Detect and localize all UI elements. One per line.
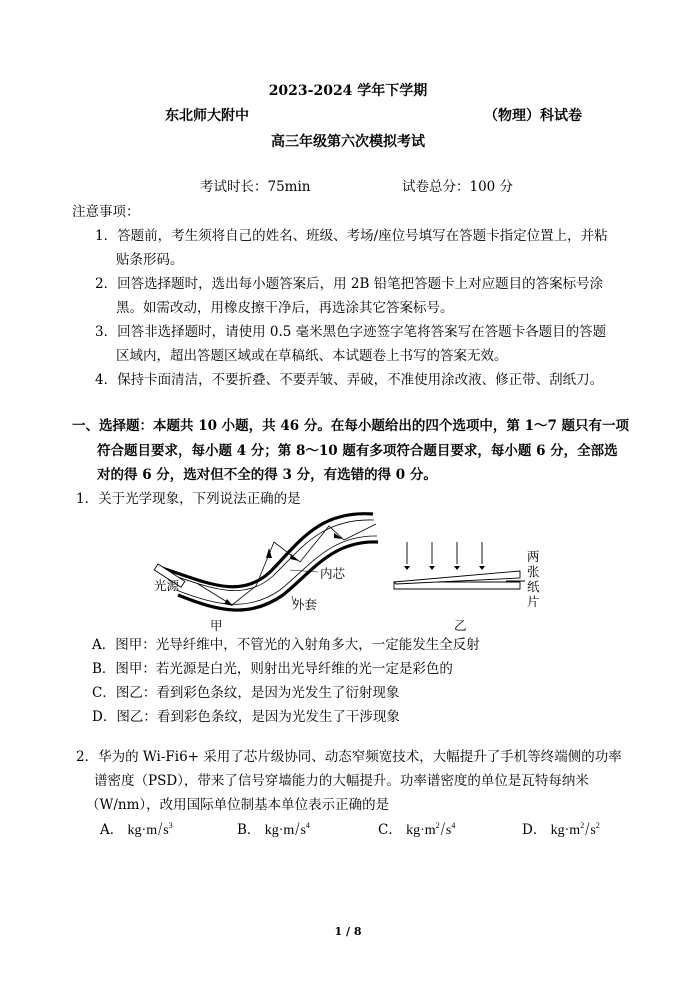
q1-option-a: A．图甲：光导纤维中，不管光的入射角多大，一定能发生全反射 [92,637,480,653]
q2-stem-line-3: （W/nm），改用国际单位制基本单位表示正确的是 [86,797,390,813]
fig-label-cladding: 外套 [292,597,318,612]
paper-wedge-figure [394,542,540,632]
exam-name: 高三年级第六次模拟考试 [271,134,425,150]
fig-caption-a: 甲 [210,618,223,632]
fig-label-core: 内芯 [320,566,346,581]
fig-caption-b: 乙 [454,618,467,632]
q1-option-b: B．图甲：若光源是白光，则射出光导纤维的光一定是彩色的 [92,661,453,677]
q2-option-d-unit: $kg\cdot m^2/s^2$ [550,819,600,840]
q1-stem: 1．关于光学现象，下列说法正确的是 [76,491,301,507]
note-3-line-2: 区域内，超出答题区域或在草稿纸、本试题卷上书写的答案无效。 [116,348,508,364]
page-number: 1 / 8 [334,925,362,938]
fig-label-papers-2: 张 [527,564,540,579]
fig-label-papers-1: 两 [527,549,540,564]
ray-arrow-1 [224,599,233,606]
q2-option-a-unit: $kg\cdot m/s^3$ [127,819,173,840]
note-3-line-1: 3．回答非选择题时，请使用 0.5 毫米黑色字迹签字笔将答案写在答题卡各题目的答题 [95,324,607,340]
ray-arrow-3 [290,554,299,561]
q2-option-a: A． $kg\cdot m/s^3$ [100,819,173,840]
q2-option-c: C． $kg\cdot m^2/s^4$ [378,819,456,840]
section-1-line-1: 一、选择题：本题共 10 小题，共 46 分。在每小题给出的四个选项中，第 1～7 题只有一项 [72,418,630,434]
notes-title: 注意事项： [72,204,140,220]
q2-option-c-unit: $kg\cdot m^2/s^4$ [406,819,456,840]
fig-label-papers-4: 片 [527,594,540,609]
note-4-line-1: 4．保持卡面清洁，不要折叠、不要弄皱、弄破，不准使用涂改液、修正带、刮纸刀。 [95,372,604,388]
fig-label-papers-3: 纸 [527,579,540,594]
fig-label-source: 光源 [154,578,180,593]
q2-option-b-unit: $kg\cdot m/s^4$ [264,819,310,840]
note-1-line-2: 贴条形码。 [116,252,184,268]
fiber-figure [154,514,378,632]
fiber-cladding-outer-bottom [178,542,378,610]
note-1-line-1: 1．答题前，考生须将自己的姓名、班级、考场/座位号填写在答题卡指定位置上，并粘 [95,228,608,244]
exam-duration: 考试时长：75min [200,179,311,195]
section-1-line-3: 对的得 6 分，选对但不全的得 3 分，有选错的得 0 分。 [97,467,437,483]
q1-option-d: D．图乙：看到彩色条纹，是因为光发生了干涉现象 [92,709,400,725]
q2-option-d: D． $kg\cdot m^2/s^2$ [522,819,600,840]
year-term-title: 2023-2024 学年下学期 [268,83,428,99]
q1-option-c: C．图乙：看到彩色条纹，是因为光发生了衍射现象 [92,685,400,701]
note-2-line-2: 黑。如需改动，用橡皮擦干净后，再选涂其它答案标号。 [116,300,454,316]
note-2-line-1: 2．回答选择题时，选出每小题答案后，用 2B 铅笔把答题卡上对应题目的答案标号涂 [95,276,604,292]
q2-stem-line-2: 谱密度（PSD），带来了信号穿墙能力的大幅提升。功率谱密度的单位是瓦特每纳米 [94,773,589,789]
exam-total-score: 试卷总分：100 分 [402,179,514,195]
school-name: 东北师大附中 [165,108,249,124]
q2-option-b: B． $kg\cdot m/s^4$ [237,819,310,840]
section-1-line-2: 符合题目要求，每小题 4 分；第 8～10 题有多项符合题目要求，每小题 6 分，全部选 [97,443,618,459]
subject-title: （物理）科试卷 [484,108,582,124]
q1-figure [140,500,560,632]
q2-stem-line-1: 2．华为的 Wi-Fi6+ 采用了芯片级协同、动态窄频宽技术，大幅提升了手机等终端侧的功率 [76,749,622,765]
